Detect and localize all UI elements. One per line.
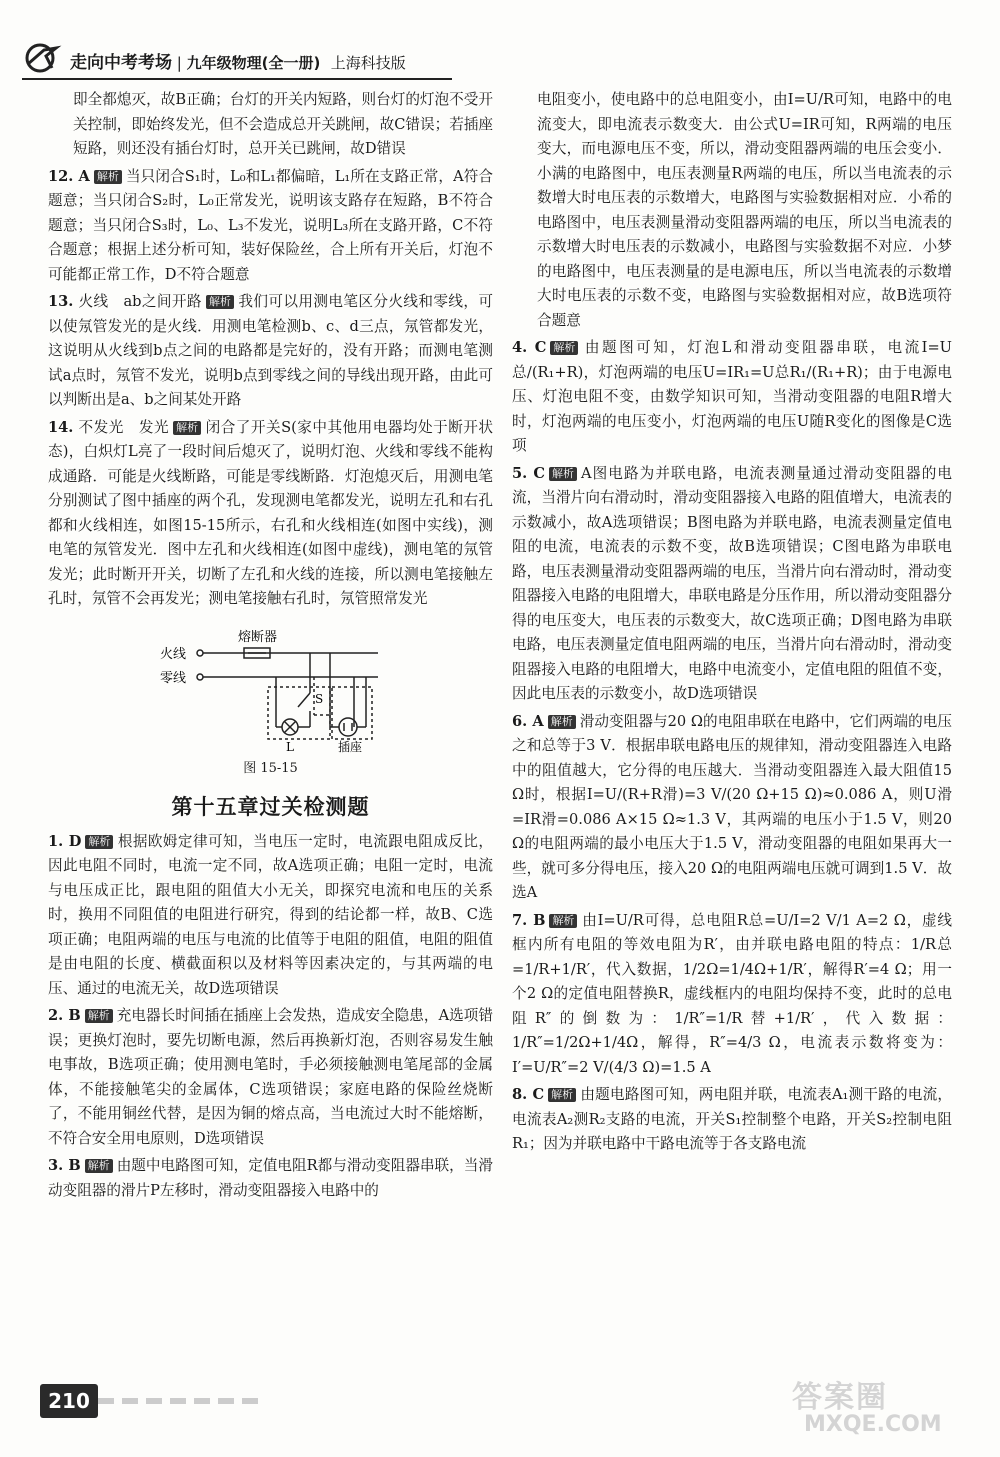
answer-c8: 8. C 解析 由题电路图可知，两电阻并联，电流表A₁测干路的电流，电流表A₂测R₂支路的电流，开关S₁控制整个电路，开关S₂控制电阻R₁；因为并联电路中干路电流等于各支路电流	[512, 1086, 952, 1152]
answer-c2: 2. B 解析 充电器长时间插在插座上会发热，造成安全隐患，A选项错误；更换灯泡时，要先切断电源，然后再换新灯泡，否则容易发生触电事故，B选项正确；使用测电笔时，手必须接触测电笔尾部的金属体，不能接触笔尖的金属体，C选项错误；家庭电路的保险丝烧断了，不能用铜丝代替，是因为铜的熔点高，当电流过大时不能熔断，不符合安全用电原则，D选项错误	[48, 1007, 493, 1147]
analysis-tag: 解析	[173, 421, 201, 435]
answer-14: 14. 不发光 发光 解析 闭合了开关S(家中其他用电器均处于断开状态)，白炽灯L亮了一段时间后熄灭了，说明灯泡、火线和零线不能构成通路．可能是火线断路，可能是零线断路．灯泡熄灭后，用测电笔分别测试了图中插座的两个孔，发现测电笔都发光，说明左孔和右孔都和火线相连，如图15-15所示，右孔和火线相连(如图中实线)，测电笔的氖管发光．图中左孔和火线相连(如图中虚线)，测电笔的氖管发光；此时断开开关，切断了左孔和火线的连接，所以测电笔接触左孔时，氖管不会再发光；测电笔接触右孔时，氖管照常发光	[48, 418, 493, 607]
header-title: 走向中考考场 | 九年级物理(全一册) 上海科技版	[70, 53, 406, 73]
socket-label: 插座	[338, 739, 363, 753]
analysis-tag: 解析	[548, 715, 576, 729]
page-header	[22, 40, 982, 82]
neutral-wire-label: 零线	[160, 670, 187, 686]
page-strip-decoration	[98, 1398, 258, 1404]
header-rule	[22, 78, 452, 80]
lamp-label: L	[286, 739, 294, 753]
answer-c5: 5. C 解析 A图电路为并联电路，电流表测量通过滑动变阻器的电流，当滑片向右滑动时，滑动变阻器接入电路的阻值增大，电流表的示数减小，故A选项错误；B图电路为并联电路，电流表测量定值电阻的电流，电流表的示数不变，故B选项错误；C图电路为串联电路，电压表测量滑动变阻器两端的电压，当滑片向右滑动时，滑动变阻器接入电路的电阻增大，串联电路是分压作用，所以滑动变阻器分得的电压变大，电压表的示数变大，故C选项正确；D图电路为串联电路，电压表测量定值电阻两端的电压，当滑片向右滑动时，滑动变阻器接入电路的电阻增大，电路中电流变小，定值电阻的阻值不变，因此电压表的示数变小，故D选项错误	[512, 464, 952, 702]
analysis-tag: 解析	[550, 341, 578, 355]
figure-caption: 图 15-15	[243, 760, 298, 776]
watermark	[792, 1372, 982, 1442]
answer-13: 13. 火线 ab之间开路 解析 我们可以用测电笔区分火线和零线，可以使氖管发光的是火线．用测电笔检测b、c、d三点，氖管都发光，这说明从火线到b点之间的电路都是完好的，没有开路；而测电笔测试a点时，氖管不发光，说明b点到零线之间的导线出现开路，由此可以判断出是a、b之间某处开路	[48, 293, 494, 408]
answer-c6: 6. A 解析 滑动变阻器与20 Ω的电阻串联在电路中，它们两端的电压之和总等于3 V．根据串联电路电压的规律知，滑动变阻器连入电路中的阻值越大，它分得的电压越大．当滑动变阻器连入最大阻值15 Ω时，根据I=U/(R+R滑)=3 V/(20 Ω+15 Ω)≈0.086 A，则U滑=IR滑=0.086 A×15 Ω≈1.3 V，其两端的电压小于1.5 V，则20 Ω的电阻两端的最小电压大于1.5 V，滑动变阻器的电阻如果再大一些，就可多分得电压，接入20 Ω的电阻两端电压就可调到1.5 V．故选A	[512, 712, 953, 901]
analysis-tag: 解析	[549, 914, 577, 928]
answer-c1: 1. D 解析 根据欧姆定律可知，当电压一定时，电流跟电阻成反比，因此电阻不同时，电流一定不同，故A选项正确；电阻一定时，电流与电压成正比，跟电阻的阻值大小无关，即探究电流和电压的关系时，换用不同阻值的电阻进行研究，得到的结论都一样，故B、C选项正确；电阻两端的电压与电流的比值等于电阻的阻值，电阻的阻值是由电阻的长度、横截面积以及材料等因素决定的，与其两端的电压、通过的电流无关，故D选项错误	[48, 832, 493, 997]
publisher-logo-icon	[22, 42, 62, 74]
circuit-diagram	[48, 615, 493, 753]
chapter-title: 第十五章过关检测题	[171, 795, 370, 819]
analysis-tag: 解析	[85, 1159, 113, 1173]
analysis-tag: 解析	[85, 835, 113, 849]
answer-11-continuation: 即全都熄灭，故B正确；台灯的开关内短路，则台灯的灯泡不受开关控制，即始终发光，但不会造成总开关跳闸，故C错误；若插座短路，则还没有插台灯时，总开关已跳闸，故D错误	[73, 91, 493, 157]
analysis-tag: 解析	[94, 170, 122, 184]
watermark-site: MXQE.COM	[804, 1412, 942, 1437]
answer-c7: 7. B 解析 由I=U/R可得，总电阻R总=U/I=2 V/1 A=2 Ω，虚线框内所有电阻的等效电阻为R′，由并联电路电阻的特点：1/R总=1/R+1/R′，代入数据，1/2Ω=1/4Ω+1/R′，解得R′=4 Ω；用一个2 Ω的定值电阻替换R，虚线框内的电阻均保持不变，此时的总电阻R″的倒数为：1/R″=1/R替+1/R′，代入数据：1/R″=1/2Ω+1/4Ω，解得，R″=4/3 Ω，电流表示数将变为：I′=U/R″=2 V/(4/3 Ω)=1.5 A	[512, 911, 952, 1076]
live-wire-label: 火线	[160, 646, 187, 662]
switch-label: S	[315, 691, 324, 706]
answer-c4: 4. C 解析 由题图可知，灯泡L和滑动变阻器串联，电流I=U总/(R₁+R)，灯泡两端的电压U=IR₁=U总R₁/(R₁+R)；由于电源电压、灯泡电阻不变，由数学知识可知，当滑动变阻器的电阻R增大时，灯泡两端的电压变小，灯泡两端的电压U随R变化的图像是C选项	[512, 339, 952, 454]
answer-12: 12. A 解析 当只闭合S₁时，L₀和L₁都偏暗，L₁所在支路正常，A符合题意；当只闭合S₂时，L₀正常发光，说明该支路存在短路，B不符合题意；当只闭合S₃时，L₀、L₃不发光，说明L₃所在支路开路，C不符合题意；根据上述分析可知，装好保险丝，合上所有开关后，灯泡不可能都正常工作，D不符合题意	[48, 167, 494, 283]
figure-15-15	[48, 615, 493, 753]
right-column	[512, 88, 952, 1160]
analysis-tag: 解析	[206, 295, 234, 309]
analysis-tag: 解析	[548, 1088, 576, 1102]
fuse-label: 熔断器	[238, 629, 278, 645]
watermark-title: 答案圈	[792, 1380, 888, 1415]
answer-c3-continuation: 电阻变小，使电路中的总电阻变小，由I=U/R可知，电路中的电流变大，即电流表示数变大．由公式U=IR可知，R两端的电压变大，而电源电压不变，所以，滑动变阻器两端的电压会变小．小满的电路图中，电压表测量R两端的电压，所以当电流表的示数增大时电压表的示数增大，电路图与实验数据相对应．小希的电路图中，电压表测量滑动变阻器两端的电压，所以当电流表的示数增大时电压表的示数减小，电路图与实验数据不对应．小梦的电路图中，电压表测量的是电源电压，所以当电流表的示数增大时电压表的示数不变，电路图与实验数据相对应，故B选项符合题意	[537, 91, 952, 329]
left-column	[48, 88, 493, 1206]
analysis-tag: 解析	[549, 467, 577, 481]
analysis-tag: 解析	[85, 1009, 113, 1023]
answer-c3: 3. B 解析 由题中电路图可知，定值电阻R都与滑动变阻器串联，当滑动变阻器的滑片P左移时，滑动变阻器接入电路中的	[48, 1157, 493, 1199]
page-number: 210	[40, 1384, 98, 1418]
